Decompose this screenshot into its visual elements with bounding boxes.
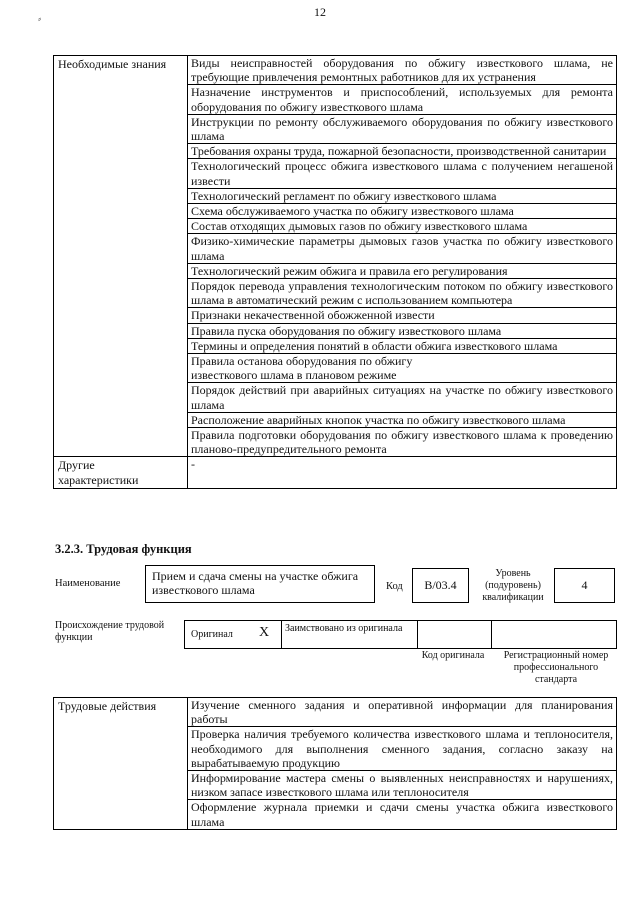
- knowledge-label: Необходимые знания: [54, 56, 188, 457]
- knowledge-item: Правила пуска оборудования по обжигу известкового шлама: [188, 323, 617, 338]
- divider: [491, 621, 492, 648]
- knowledge-item: Требования охраны труда, пожарной безопасности, производственной санитарии: [188, 144, 617, 159]
- original-label: Оригинал: [191, 629, 233, 640]
- origin-box: [184, 620, 617, 649]
- knowledge-item: Физико-химические параметры дымовых газов участка по обжигу известкового шлама: [188, 234, 617, 263]
- action-item: Изучение сменного задания и оперативной информации для планирования работы: [188, 698, 617, 727]
- page-number: 12: [314, 5, 326, 19]
- knowledge-item: Правила останова оборудования по обжигу известкового шлама в плановом режиме: [188, 354, 617, 383]
- actions-label: Трудовые действия: [54, 698, 188, 830]
- name-label: Наименование: [55, 578, 121, 589]
- knowledge-item: Технологический режим обжига и правила его регулирования: [188, 263, 617, 278]
- knowledge-item: Виды неисправностей оборудования по обжигу известкового шлама, не требующие привлечения ремонтных работников для их устранения: [188, 56, 617, 85]
- corner-mark: ⸗: [38, 14, 42, 25]
- knowledge-item: Технологический регламент по обжигу известкового шлама: [188, 188, 617, 203]
- action-item: Проверка наличия требуемого количества известкового шлама и теплоносителя, необходимого для выполнения сменного задания, согласно заказу на вырабатываемую продукцию: [188, 727, 617, 771]
- code-label: Код: [386, 581, 403, 592]
- level-label: Уровень (подуровень) квалификации: [482, 568, 544, 603]
- knowledge-item: Порядок перевода управления технологическим потоком по обжигу известкового шлама в автоматический режим с использованием компьютера: [188, 279, 617, 308]
- knowledge-item: Состав отходящих дымовых газов по обжигу известкового шлама: [188, 219, 617, 234]
- knowledge-item: Расположение аварийных кнопок участка по обжигу известкового шлама: [188, 412, 617, 427]
- section-title: 3.2.3. Трудовая функция: [55, 542, 192, 556]
- action-item: Информирование мастера смены о выявленных неисправностях и нарушениях, низком запасе известкового шлама или теплоносителя: [188, 771, 617, 800]
- function-name: Прием и сдача смены на участке обжига известкового шлама: [145, 565, 375, 603]
- other-label: Другие характеристики: [54, 457, 188, 488]
- origin-label: Происхождение трудовой функции: [55, 620, 165, 643]
- knowledge-item: Правила подготовки оборудования по обжигу известкового шлама к проведению планово-предупредительного ремонта: [188, 428, 617, 457]
- action-item: Оформление журнала приемки и сдачи смены участка обжига известкового шлама: [188, 800, 617, 829]
- qualification-level: 4: [554, 568, 615, 603]
- knowledge-item: Схема обслуживаемого участка по обжигу известкового шлама: [188, 204, 617, 219]
- code-caption: Код оригинала: [421, 650, 485, 661]
- borrowed-label: Заимствовано из оригинала: [285, 623, 403, 634]
- original-mark: X: [259, 625, 270, 640]
- knowledge-item: Технологический процесс обжига известкового шлама с получением негашеной извести: [188, 159, 617, 188]
- knowledge-item: Инструкции по ремонту обслуживаемого оборудования по обжигу известкового шлама: [188, 114, 617, 143]
- reg-caption: Регистрационный номер профессионального стандарта: [503, 650, 609, 685]
- actions-table: [53, 697, 617, 830]
- divider: [417, 621, 418, 648]
- knowledge-item: Порядок действий при аварийных ситуациях на участке по обжигу известкового шлама: [188, 383, 617, 412]
- function-code: B/03.4: [412, 568, 469, 603]
- knowledge-item: Термины и определения понятий в области обжига известкового шлама: [188, 338, 617, 353]
- divider: [281, 621, 282, 648]
- knowledge-item: Назначение инструментов и приспособлений, используемых для ремонта оборудования по обжигу известкового шлама: [188, 85, 617, 114]
- knowledge-table: [53, 55, 617, 489]
- other-value: -: [188, 457, 617, 488]
- knowledge-item: Признаки некачественной обожженной извести: [188, 308, 617, 323]
